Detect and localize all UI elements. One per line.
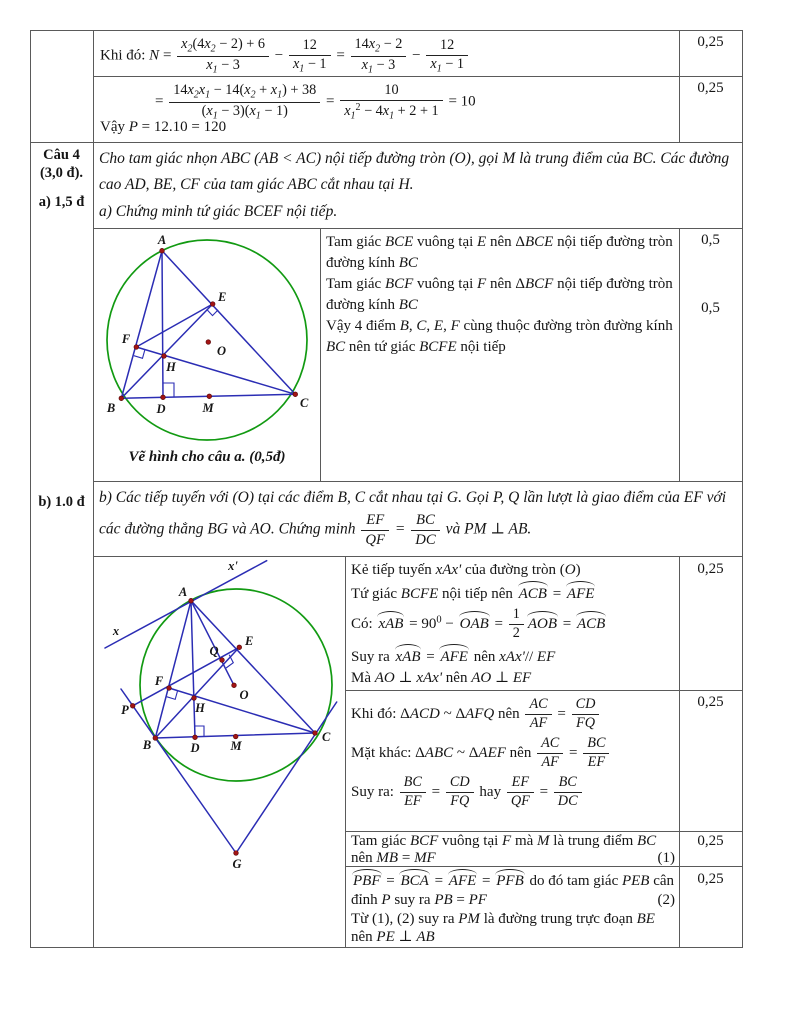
label-D: D xyxy=(156,402,166,416)
table-grid-line xyxy=(320,228,321,481)
table-grid-line xyxy=(345,556,346,947)
part-a-score: a) 1,5 đ xyxy=(38,194,85,210)
score-badge: 0,25 xyxy=(697,34,724,50)
triangle-altitudes-tangents xyxy=(105,561,337,853)
label-M: M xyxy=(230,739,242,753)
label-A: A xyxy=(157,233,167,247)
label-x-prime: x' xyxy=(228,559,238,573)
score-badge: 0,25 xyxy=(697,561,724,577)
label-E: E xyxy=(218,290,227,304)
label-B: B xyxy=(106,401,116,415)
label-H: H xyxy=(195,701,205,715)
point-dots xyxy=(119,248,298,400)
table-grid-line xyxy=(30,142,743,143)
score-badge: 0,25 xyxy=(697,871,724,887)
question-number: Câu 4 xyxy=(43,147,80,163)
figure-a-diagram xyxy=(95,230,319,448)
right-angle-marks xyxy=(167,655,234,737)
table-grid-line xyxy=(93,481,743,482)
table-grid-line xyxy=(93,228,743,229)
figure-a-caption: Vẽ hình cho câu a. (0,5đ) xyxy=(128,449,286,465)
label-C: C xyxy=(300,396,309,410)
label-D: D xyxy=(190,741,200,755)
label-F: F xyxy=(121,332,131,346)
answer-b-block1: Kẻ tiếp tuyến xAx' của đường tròn (O) Tứ giác BCFE nội tiếp nên ACB = AFE Có: xAB = $90^0$ − OAB = $\frac{1}{2}$ AOB = ACB Suy ra xAB = AFE nên xAx'// EF Mà AO ⊥ xAx' nên AO ⊥ EF xyxy=(351,562,606,686)
right-angle-marks xyxy=(134,310,218,398)
table-grid-line xyxy=(742,30,743,947)
score-badge: 0,25 xyxy=(697,80,724,96)
label-B: B xyxy=(142,738,152,752)
score-badge: 0,5 xyxy=(701,232,720,248)
label-F: F xyxy=(154,674,164,688)
table-grid-line xyxy=(679,228,680,481)
formula-conclusion: Vậy P = 12.10 = 120 xyxy=(100,119,227,135)
formula-result: = $\frac{14x_2x_1 - 14(x_2 + x_1) + 38}{(x_1 - 3)(x_1 - 1)}$ = $\frac{10}{x_1^2 - 4x_1 + 2 + 1}$ = 10 xyxy=(155,82,476,122)
formula-n: Khi đó: N = $\frac{x_2(4x_2 - 2) + 6}{x_1 - 3}$ − $\frac{12}{x_1 - 1}$ = $\frac{14x_2 - 2}{x_1 - 3}$ − $\frac{12}{x_1 - 1}$ xyxy=(100,35,675,77)
table-grid-line xyxy=(30,30,743,31)
answer-b-block3: Tam giác BCF vuông tại F mà M là trung điểm BC nên MB = MF (1) xyxy=(351,833,675,866)
score-badge: 0,25 xyxy=(697,694,724,710)
score-badge: 0,5 xyxy=(701,300,720,316)
question-b-text: b) Các tiếp tuyến với (O) tại các điểm B, C cắt nhau tại G. Gọi P, Q lần lượt là giao điểm của EF với các đường thẳng BG và AO. Chứng minh $\frac{EF}{QF}$ = $\frac{BC}{DC}$ và PM ⊥ AB. xyxy=(99,489,727,548)
question-total-score: (3,0 đ). xyxy=(39,165,84,181)
table-grid-line xyxy=(345,831,743,832)
answer-b-block4: PBF = BCA = AFE = PFB do đó tam giác PEB cân đỉnh P suy ra PB = PF (2) Từ (1), (2) suy ra PM là đường trung trực đoạn BE nên PE ⊥ AB xyxy=(351,869,675,947)
part-b-score: b) 1.0 đ xyxy=(38,494,85,510)
answer-b-block2: Khi đó: ΔACD ~ ΔAFQ nên $\frac{AC}{AF}$ = $\frac{CD}{FQ}$ Mặt khác: ΔABC ~ ΔAEF nên $\frac{AC}{AF}$ = $\frac{BC}{EF}$ Suy ra: $\frac{BC}{EF}$ = $\frac{CD}{FQ}$ hay $\frac{EF}{QF}$ = $\frac{BC}{DC}$ xyxy=(351,695,675,812)
label-P: P xyxy=(121,703,129,717)
table-grid-line xyxy=(345,690,743,691)
question-a-text: Cho tam giác nhọn ABC (AB < AC) nội tiếp đường tròn (O), gọi M là trung điểm của BC. Các đường cao AD, BE, CF của tam giác ABC cắt nhau tại H. a) Chứng minh tứ giác BCEF nội tiếp. xyxy=(99,150,730,220)
label-E: E xyxy=(245,634,254,648)
label-M: M xyxy=(202,401,214,415)
answer-a-text: Tam giác BCE vuông tại E nên ΔBCE nội tiếp đường tròn đường kính BC Tam giác BCF vuông tại F nên ΔBCF nội tiếp đường tròn đường kính BC Vậy 4 điểm B, C, E, F cùng thuộc đường tròn đường kính BC nên tứ giác BCFE nội tiếp xyxy=(326,234,673,355)
table-grid-line xyxy=(679,556,680,947)
label-O: O xyxy=(217,344,227,358)
label-G: G xyxy=(232,857,242,871)
table-grid-line xyxy=(30,947,743,948)
label-x: x xyxy=(112,624,120,638)
label-H: H xyxy=(166,360,176,374)
figure-b-diagram xyxy=(93,556,345,947)
label-Q: Q xyxy=(209,644,219,658)
label-O: O xyxy=(239,688,249,702)
triangle-and-altitudes xyxy=(121,251,295,399)
label-A: A xyxy=(178,585,188,599)
label-C: C xyxy=(322,730,331,744)
score-badge: 0,25 xyxy=(697,833,724,849)
table-grid-line xyxy=(345,866,743,867)
